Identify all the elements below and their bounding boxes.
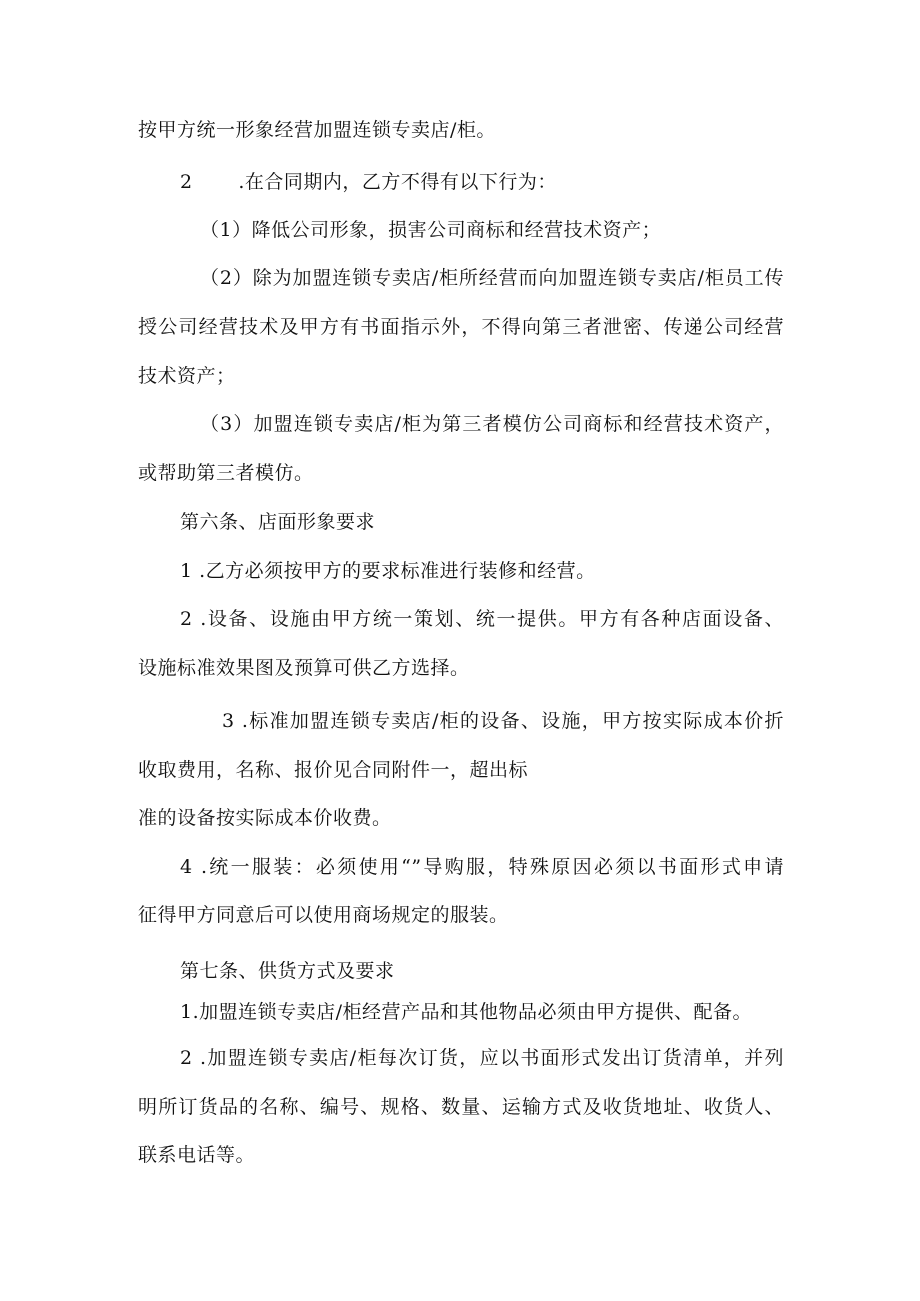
text-line: （1）降低公司形象，损害公司商标和经营技术资产； bbox=[200, 219, 662, 241]
text-line: 或帮助第三者模仿。 bbox=[138, 462, 314, 484]
text-line: 按甲方统一形象经营加盟连锁专卖店/柜。 bbox=[138, 119, 496, 141]
text-line: 授公司经营技术及甲方有书面指示外，不得向第三者泄密、传递公司经营 bbox=[138, 316, 784, 338]
text-line: （3）加盟连锁专卖店/柜为第三者模仿公司商标和经营技术资产， bbox=[200, 413, 784, 435]
text-line: 2 .加盟连锁专卖店/柜每次订货，应以书面形式发出订货清单，并列 bbox=[180, 1047, 784, 1069]
text-line: 联系电话等。 bbox=[138, 1144, 256, 1166]
section-heading: 第七条、供货方式及要求 bbox=[180, 960, 395, 982]
text-line: 设施标准效果图及预算可供乙方选择。 bbox=[138, 657, 470, 679]
text-line: 2 .设备、设施由甲方统一策划、统一提供。甲方有各种店面设备、 bbox=[180, 608, 784, 630]
text-line: 2 .在合同期内，乙方不得有以下行为： bbox=[180, 171, 557, 193]
text-line: 1 .乙方必须按甲方的要求标准进行装修和经营。 bbox=[180, 560, 596, 582]
text-line: 4 .统一服装：必须使用“”导购服，特殊原因必须以书面形式申请 bbox=[180, 856, 784, 878]
text-line: 1.加盟连锁专卖店/柜经营产品和其他物品必须由甲方提供、配备。 bbox=[180, 1001, 753, 1023]
text-line: 明所订货品的名称、编号、规格、数量、运输方式及收货地址、收货人、 bbox=[138, 1096, 784, 1118]
text-line: 征得甲方同意后可以使用商场规定的服装。 bbox=[138, 904, 509, 926]
text-line: 技术资产； bbox=[138, 365, 236, 387]
text-line: （2）除为加盟连锁专卖店/柜所经营而向加盟连锁专卖店/柜员工传 bbox=[200, 267, 784, 289]
section-heading: 第六条、店面形象要求 bbox=[180, 511, 376, 533]
text-line: 3 .标准加盟连锁专卖店/柜的设备、设施，甲方按实际成本价折 bbox=[222, 710, 784, 732]
text-line: 准的设备按实际成本价收费。 bbox=[138, 807, 392, 829]
text-line: 收取费用，名称、报价见合同附件一，超出标 bbox=[138, 759, 529, 781]
